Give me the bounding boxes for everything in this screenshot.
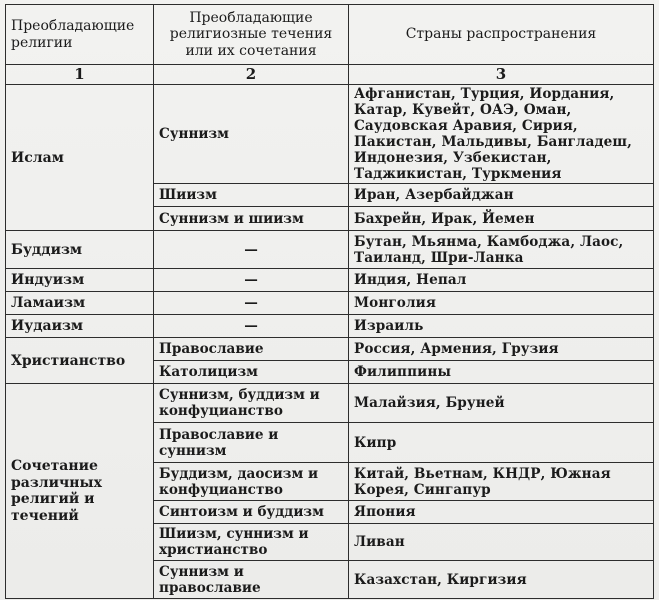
countries-cell: Россия, Армения, Грузия — [349, 338, 654, 361]
current-cell: Суннизм и православие — [154, 561, 349, 599]
table-row — [6, 338, 654, 361]
current-cell: Буддизм, даосизм и конфуцианство — [154, 463, 349, 501]
current-cell: Суннизм — [154, 85, 349, 184]
current-cell: Шиизм — [154, 184, 349, 207]
current-cell: — — [154, 231, 349, 269]
current-cell: Суннизм, буддизм и конфуцианство — [154, 384, 349, 423]
current-cell: — — [154, 269, 349, 292]
table-row — [6, 231, 654, 269]
countries-cell: Израиль — [349, 315, 654, 338]
religion-judaism: Иудаизм — [6, 315, 154, 338]
religion-hinduism: Индуизм — [6, 269, 154, 292]
column-number-3: 3 — [349, 65, 654, 85]
table-row — [6, 384, 654, 423]
current-cell: Православие и суннизм — [154, 423, 349, 463]
countries-cell: Индия, Непал — [349, 269, 654, 292]
religion-islam: Ислам — [6, 85, 154, 231]
countries-cell: Филиппины — [349, 361, 654, 384]
countries-cell: Казахстан, Киргизия — [349, 561, 654, 599]
header-countries: Страны распространения — [349, 5, 654, 65]
religion-christianity: Христианство — [6, 338, 154, 384]
current-cell: Синтоизм и буддизм — [154, 501, 349, 524]
religion-lamaism: Ламаизм — [6, 292, 154, 315]
table-row — [6, 315, 654, 338]
header-currents: Преобладающие религиозные течения или их сочетания — [154, 5, 349, 65]
religion-buddhism: Буддизм — [6, 231, 154, 269]
header-religions: Преобладающие религии — [6, 5, 154, 65]
countries-cell: Афганистан, Турция, Иордания, Катар, Кувейт, ОАЭ, Оман, Саудовская Аравия, Сирия, Пакистан, Мальдивы, Бангладеш, Индонезия, Узбекистан, Таджикистан, Туркмения — [349, 85, 654, 184]
religion-mixed: Сочетание различных религий и течений — [6, 384, 154, 599]
countries-cell: Япония — [349, 501, 654, 524]
column-number-2: 2 — [154, 65, 349, 85]
current-cell: Суннизм и шиизм — [154, 207, 349, 231]
current-cell: Католицизм — [154, 361, 349, 384]
countries-cell: Иран, Азербайджан — [349, 184, 654, 207]
countries-cell: Китай, Вьетнам, КНДР, Южная Корея, Сингапур — [349, 463, 654, 501]
current-cell: Православие — [154, 338, 349, 361]
column-numbers-row — [6, 65, 654, 85]
current-cell: Шиизм, суннизм и христианство — [154, 524, 349, 561]
table-row — [6, 85, 654, 184]
column-number-1: 1 — [6, 65, 154, 85]
countries-cell: Кипр — [349, 423, 654, 463]
religions-table — [5, 4, 654, 599]
current-cell: — — [154, 315, 349, 338]
current-cell: — — [154, 292, 349, 315]
table-row — [6, 292, 654, 315]
table-row — [6, 269, 654, 292]
countries-cell: Монголия — [349, 292, 654, 315]
countries-cell: Бутан, Мьянма, Камбоджа, Лаос, Таиланд, Шри-Ланка — [349, 231, 654, 269]
header-row — [6, 5, 654, 65]
countries-cell: Ливан — [349, 524, 654, 561]
countries-cell: Малайзия, Бруней — [349, 384, 654, 423]
countries-cell: Бахрейн, Ирак, Йемен — [349, 207, 654, 231]
